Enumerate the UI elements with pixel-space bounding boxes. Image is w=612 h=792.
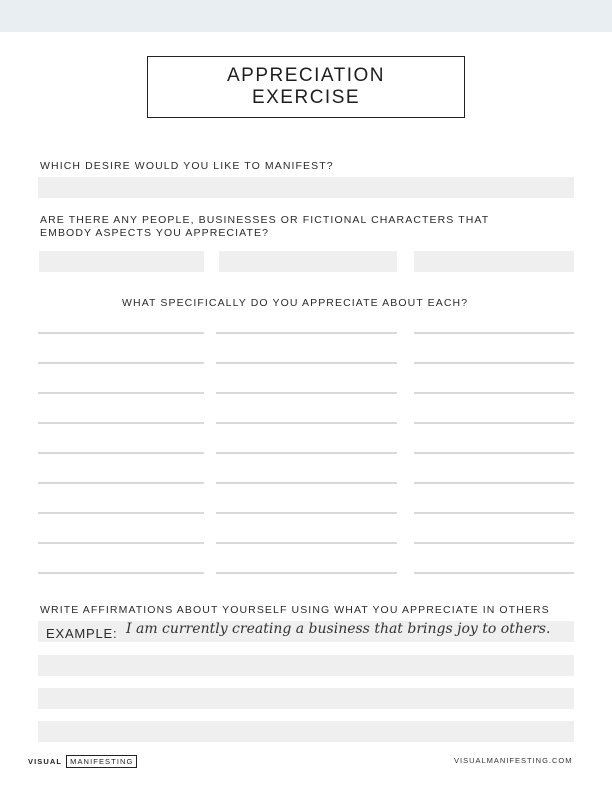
appreciation-line[interactable] (216, 332, 397, 334)
desire-question-label: WHICH DESIRE WOULD YOU LIKE TO MANIFEST? (40, 160, 334, 172)
desire-input-field[interactable] (38, 177, 574, 198)
appreciate-question-label: WHAT SPECIFICALLY DO YOU APPRECIATE ABOUT EACH? (122, 297, 469, 309)
appreciation-line[interactable] (216, 422, 397, 424)
affirmation-input-field-2[interactable] (38, 688, 574, 709)
example-label: EXAMPLE: (46, 626, 118, 641)
appreciation-line[interactable] (414, 482, 574, 484)
appreciation-line[interactable] (216, 452, 397, 454)
people-input-field-1[interactable] (39, 251, 204, 272)
appreciation-line[interactable] (38, 572, 204, 574)
appreciation-line[interactable] (414, 512, 574, 514)
appreciation-line[interactable] (216, 482, 397, 484)
appreciation-line[interactable] (38, 482, 204, 484)
appreciation-line[interactable] (38, 422, 204, 424)
appreciation-line[interactable] (414, 392, 574, 394)
affirmation-input-field-3[interactable] (38, 721, 574, 742)
footer-logo-manifesting: MANIFESTING (66, 755, 137, 768)
appreciation-line[interactable] (414, 362, 574, 364)
appreciation-line[interactable] (38, 452, 204, 454)
footer-logo-visual: VISUAL (28, 757, 63, 766)
appreciation-line[interactable] (38, 392, 204, 394)
title-line-2: EXERCISE (251, 87, 361, 108)
example-text: I am currently creating a business that brings joy to others. (126, 621, 551, 637)
appreciation-line[interactable] (216, 542, 397, 544)
appreciation-line[interactable] (216, 392, 397, 394)
header-band (0, 0, 612, 32)
appreciation-line[interactable] (414, 542, 574, 544)
footer-logo (28, 755, 137, 768)
appreciation-line[interactable] (414, 422, 574, 424)
appreciation-line[interactable] (414, 452, 574, 454)
appreciation-line[interactable] (38, 512, 204, 514)
title-line-1: APPRECIATION (226, 65, 386, 86)
appreciation-line[interactable] (216, 512, 397, 514)
affirmations-question-label: WRITE AFFIRMATIONS ABOUT YOURSELF USING WHAT YOU APPRECIATE IN OTHERS (40, 604, 550, 616)
appreciation-line[interactable] (38, 332, 204, 334)
appreciation-line[interactable] (414, 332, 574, 334)
appreciation-line[interactable] (216, 572, 397, 574)
appreciation-line[interactable] (38, 362, 204, 364)
appreciation-line[interactable] (414, 572, 574, 574)
affirmation-input-field-1[interactable] (38, 655, 574, 676)
appreciation-line[interactable] (216, 362, 397, 364)
people-question-label-line-2: EMBODY ASPECTS YOU APPRECIATE? (40, 227, 270, 239)
title-box (147, 56, 465, 118)
appreciation-line[interactable] (38, 542, 204, 544)
people-question-label-line-1: ARE THERE ANY PEOPLE, BUSINESSES OR FICTIONAL CHARACTERS THAT (40, 214, 490, 226)
footer-url: VISUALMANIFESTING.COM (454, 756, 573, 765)
people-input-field-3[interactable] (414, 251, 574, 272)
people-input-field-2[interactable] (219, 251, 397, 272)
